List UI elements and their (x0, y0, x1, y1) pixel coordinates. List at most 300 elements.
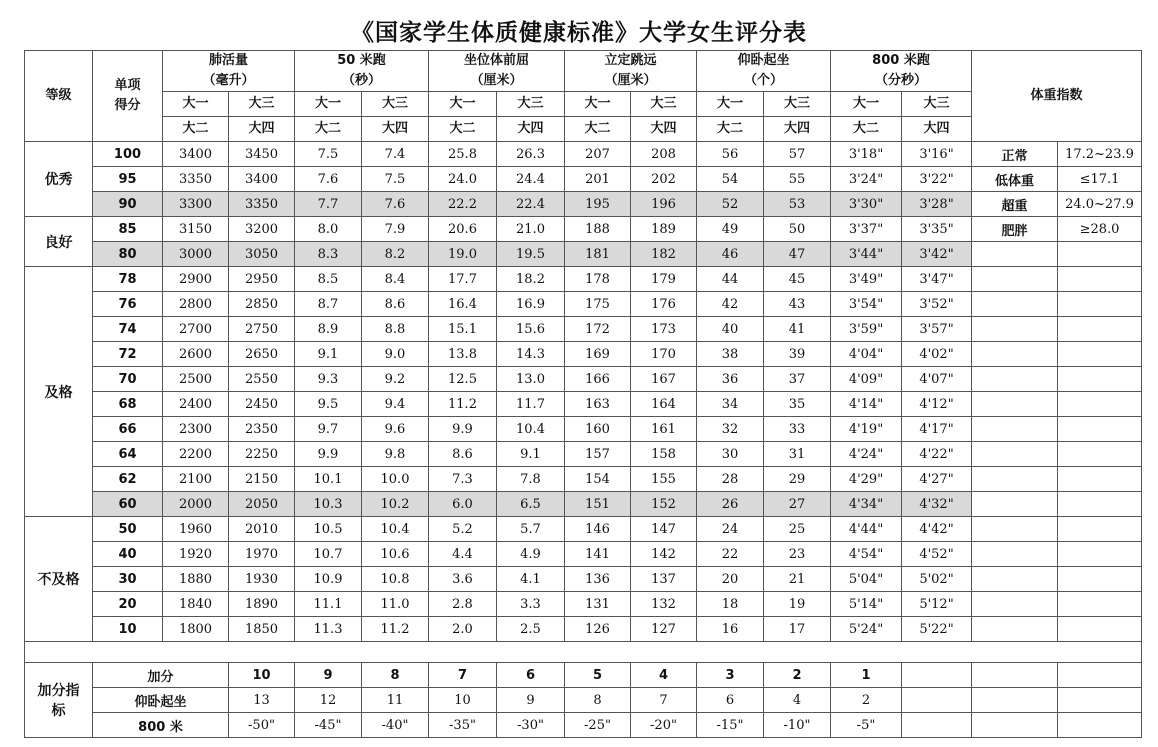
value-cell: 25 (764, 517, 831, 542)
bonus-cell: -45" (295, 713, 362, 738)
bonus-cell: 11 (362, 688, 429, 713)
empty-cell (1058, 342, 1142, 367)
empty-cell (1058, 517, 1142, 542)
value-cell: 43 (764, 292, 831, 317)
value-cell: 8.7 (295, 292, 362, 317)
value-cell: 4'27" (902, 467, 972, 492)
bmi-category: 超重 (972, 192, 1058, 217)
year-header: 大三 (902, 92, 972, 117)
group-title: 50 米跑 (337, 53, 386, 68)
value-cell: 3350 (229, 192, 295, 217)
value-cell: 17 (764, 617, 831, 642)
value-cell: 4'04" (831, 342, 902, 367)
score-cell: 70 (93, 367, 163, 392)
value-cell: 2700 (163, 317, 229, 342)
value-cell: 37 (764, 367, 831, 392)
value-cell: 23 (764, 542, 831, 567)
value-cell: 2550 (229, 367, 295, 392)
value-cell: 189 (631, 217, 697, 242)
value-cell: 9.8 (362, 442, 429, 467)
value-cell: 2500 (163, 367, 229, 392)
score-cell: 90 (93, 192, 163, 217)
empty-cell (972, 617, 1058, 642)
value-cell: 4'34" (831, 492, 902, 517)
value-cell: 3'37" (831, 217, 902, 242)
value-cell: 10.3 (295, 492, 362, 517)
year-header: 大一 (163, 92, 229, 117)
bmi-category: 肥胖 (972, 217, 1058, 242)
value-cell: 1960 (163, 517, 229, 542)
value-cell: 132 (631, 592, 697, 617)
value-cell: 9.4 (362, 392, 429, 417)
value-cell: 28 (697, 467, 764, 492)
value-cell: 196 (631, 192, 697, 217)
bonus-cell: 6 (497, 663, 565, 688)
value-cell: 163 (565, 392, 631, 417)
value-cell: 7.4 (362, 142, 429, 167)
value-cell: 7.7 (295, 192, 362, 217)
value-cell: 2.5 (497, 617, 565, 642)
value-cell: 53 (764, 192, 831, 217)
bonus-cell: -40" (362, 713, 429, 738)
year-header: 大一 (565, 92, 631, 117)
value-cell: 2050 (229, 492, 295, 517)
bonus-cell: 9 (295, 663, 362, 688)
year-header: 大二 (295, 117, 362, 142)
value-cell: 201 (565, 167, 631, 192)
grade-level-cell: 及格 (25, 267, 93, 517)
value-cell: 9.5 (295, 392, 362, 417)
value-cell: 202 (631, 167, 697, 192)
value-cell: 146 (565, 517, 631, 542)
bmi-header: 体重指数 (972, 51, 1142, 142)
value-cell: 45 (764, 267, 831, 292)
value-cell: 3'59" (831, 317, 902, 342)
value-cell: 2750 (229, 317, 295, 342)
value-cell: 170 (631, 342, 697, 367)
value-cell: 9.1 (295, 342, 362, 367)
value-cell: 2150 (229, 467, 295, 492)
table-row (25, 567, 1142, 592)
value-cell: 1930 (229, 567, 295, 592)
value-cell: 11.7 (497, 392, 565, 417)
value-cell: 9.6 (362, 417, 429, 442)
table-row (25, 442, 1142, 467)
value-cell: 25.8 (429, 142, 497, 167)
table-row (25, 517, 1142, 542)
value-cell: 155 (631, 467, 697, 492)
value-cell: 4'42" (902, 517, 972, 542)
empty-cell (972, 492, 1058, 517)
group-title: 坐位体前屈 (463, 53, 529, 68)
value-cell: 11.1 (295, 592, 362, 617)
value-cell: 3'49" (831, 267, 902, 292)
value-cell: 3000 (163, 242, 229, 267)
value-cell: 5'04" (831, 567, 902, 592)
empty-cell (972, 592, 1058, 617)
score-cell: 66 (93, 417, 163, 442)
score-cell: 30 (93, 567, 163, 592)
score-cell: 78 (93, 267, 163, 292)
table-row (25, 167, 1142, 192)
bonus-row (25, 713, 1142, 738)
value-cell: 38 (697, 342, 764, 367)
value-cell: 2300 (163, 417, 229, 442)
value-cell: 22.4 (497, 192, 565, 217)
bonus-cell: -25" (565, 713, 631, 738)
value-cell: 35 (764, 392, 831, 417)
value-cell: 40 (697, 317, 764, 342)
score-header-line1: 单项 (114, 78, 141, 93)
value-cell: 50 (764, 217, 831, 242)
value-cell: 3'47" (902, 267, 972, 292)
value-cell: 10.6 (362, 542, 429, 567)
value-cell: 10.5 (295, 517, 362, 542)
table-row (25, 142, 1142, 167)
value-cell: 7.5 (362, 167, 429, 192)
value-cell: 3'42" (902, 242, 972, 267)
bonus-cell: 1 (831, 663, 902, 688)
value-cell: 166 (565, 367, 631, 392)
year-header: 大一 (429, 92, 497, 117)
value-cell: 20 (697, 567, 764, 592)
empty-cell (902, 713, 972, 738)
value-cell: 26 (697, 492, 764, 517)
value-cell: 182 (631, 242, 697, 267)
value-cell: 141 (565, 542, 631, 567)
value-cell: 7.9 (362, 217, 429, 242)
value-cell: 208 (631, 142, 697, 167)
group-title: 800 米跑 (872, 53, 930, 68)
score-cell: 95 (93, 167, 163, 192)
year-header: 大二 (831, 117, 902, 142)
bonus-cell: 9 (497, 688, 565, 713)
empty-cell (902, 663, 972, 688)
bonus-cell: 10 (429, 688, 497, 713)
year-header: 大二 (565, 117, 631, 142)
score-cell: 80 (93, 242, 163, 267)
value-cell: 2650 (229, 342, 295, 367)
value-cell: 181 (565, 242, 631, 267)
empty-cell (972, 342, 1058, 367)
year-header: 大四 (631, 117, 697, 142)
bonus-cell: 7 (631, 688, 697, 713)
value-cell: 3'18" (831, 142, 902, 167)
year-header: 大三 (229, 92, 295, 117)
spacer-cell (25, 642, 1142, 663)
value-cell: 2400 (163, 392, 229, 417)
value-cell: 160 (565, 417, 631, 442)
value-cell: 4'02" (902, 342, 972, 367)
value-cell: 172 (565, 317, 631, 342)
bonus-cell: -30" (497, 713, 565, 738)
value-cell: 3'30" (831, 192, 902, 217)
value-cell: 8.4 (362, 267, 429, 292)
value-cell: 5.7 (497, 517, 565, 542)
table-row (25, 292, 1142, 317)
value-cell: 11.0 (362, 592, 429, 617)
empty-cell (972, 292, 1058, 317)
group-title: 肺活量 (208, 53, 248, 68)
value-cell: 3'35" (902, 217, 972, 242)
value-cell: 175 (565, 292, 631, 317)
value-cell: 7.8 (497, 467, 565, 492)
value-cell: 9.7 (295, 417, 362, 442)
bmi-range: 17.2~23.9 (1058, 142, 1142, 167)
value-cell: 2.8 (429, 592, 497, 617)
table-row (25, 617, 1142, 642)
empty-cell (972, 242, 1058, 267)
value-cell: 3.6 (429, 567, 497, 592)
value-cell: 47 (764, 242, 831, 267)
value-cell: 6.0 (429, 492, 497, 517)
empty-cell (972, 517, 1058, 542)
value-cell: 36 (697, 367, 764, 392)
group-header-50m (295, 51, 429, 92)
year-header: 大四 (902, 117, 972, 142)
grade-level-cell: 良好 (25, 217, 93, 267)
empty-cell (1058, 688, 1142, 713)
value-cell: 57 (764, 142, 831, 167)
score-table (24, 50, 1142, 738)
bonus-cell: -10" (764, 713, 831, 738)
bonus-cell: -20" (631, 713, 697, 738)
value-cell: 2450 (229, 392, 295, 417)
group-unit: （厘米） (604, 73, 657, 88)
value-cell: 2200 (163, 442, 229, 467)
value-cell: 127 (631, 617, 697, 642)
value-cell: 9.9 (295, 442, 362, 467)
year-header: 大二 (429, 117, 497, 142)
value-cell: 19.0 (429, 242, 497, 267)
value-cell: 147 (631, 517, 697, 542)
value-cell: 55 (764, 167, 831, 192)
group-unit: （个） (743, 73, 783, 88)
value-cell: 3300 (163, 192, 229, 217)
score-cell: 85 (93, 217, 163, 242)
value-cell: 16 (697, 617, 764, 642)
table-row (25, 242, 1142, 267)
value-cell: 21.0 (497, 217, 565, 242)
value-cell: 5'02" (902, 567, 972, 592)
empty-cell (1058, 317, 1142, 342)
score-cell: 100 (93, 142, 163, 167)
value-cell: 9.9 (429, 417, 497, 442)
value-cell: 8.5 (295, 267, 362, 292)
value-cell: 7.3 (429, 467, 497, 492)
table-row (25, 392, 1142, 417)
value-cell: 3'22" (902, 167, 972, 192)
value-cell: 7.6 (362, 192, 429, 217)
value-cell: 27 (764, 492, 831, 517)
bonus-row-label: 加分 (93, 663, 229, 688)
bonus-cell: 2 (831, 688, 902, 713)
empty-cell (1058, 492, 1142, 517)
value-cell: 11.3 (295, 617, 362, 642)
value-cell: 3'52" (902, 292, 972, 317)
bonus-cell: 2 (764, 663, 831, 688)
value-cell: 9.0 (362, 342, 429, 367)
value-cell: 167 (631, 367, 697, 392)
value-cell: 4'12" (902, 392, 972, 417)
value-cell: 30 (697, 442, 764, 467)
year-header: 大四 (497, 117, 565, 142)
empty-cell (1058, 592, 1142, 617)
score-cell: 74 (93, 317, 163, 342)
value-cell: 161 (631, 417, 697, 442)
table-row (25, 417, 1142, 442)
value-cell: 39 (764, 342, 831, 367)
empty-cell (1058, 392, 1142, 417)
value-cell: 4.4 (429, 542, 497, 567)
value-cell: 9.2 (362, 367, 429, 392)
bonus-section-line1: 加分指 (37, 683, 80, 699)
value-cell: 13.8 (429, 342, 497, 367)
empty-cell (972, 567, 1058, 592)
empty-cell (1058, 663, 1142, 688)
score-cell: 40 (93, 542, 163, 567)
year-header: 大三 (362, 92, 429, 117)
value-cell: 4'54" (831, 542, 902, 567)
table-row (25, 267, 1142, 292)
table-row (25, 467, 1142, 492)
value-cell: 154 (565, 467, 631, 492)
value-cell: 56 (697, 142, 764, 167)
score-cell: 60 (93, 492, 163, 517)
value-cell: 179 (631, 267, 697, 292)
bonus-row-label: 800 米 (93, 713, 229, 738)
value-cell: 4.1 (497, 567, 565, 592)
value-cell: 3'44" (831, 242, 902, 267)
bonus-cell: -35" (429, 713, 497, 738)
value-cell: 8.6 (429, 442, 497, 467)
table-row (25, 492, 1142, 517)
table-row (25, 217, 1142, 242)
empty-cell (1058, 242, 1142, 267)
empty-cell (1058, 292, 1142, 317)
bonus-row-label: 仰卧起坐 (93, 688, 229, 713)
value-cell: 14.3 (497, 342, 565, 367)
group-header-situps (697, 51, 831, 92)
empty-cell (1058, 267, 1142, 292)
value-cell: 2850 (229, 292, 295, 317)
table-row (25, 592, 1142, 617)
value-cell: 4'22" (902, 442, 972, 467)
bonus-cell: 12 (295, 688, 362, 713)
value-cell: 2600 (163, 342, 229, 367)
value-cell: 44 (697, 267, 764, 292)
value-cell: 15.6 (497, 317, 565, 342)
value-cell: 11.2 (362, 617, 429, 642)
empty-cell (1058, 367, 1142, 392)
value-cell: 10.0 (362, 467, 429, 492)
grade-level-cell: 不及格 (25, 517, 93, 642)
group-header-vital-capacity (163, 51, 295, 92)
value-cell: 54 (697, 167, 764, 192)
value-cell: 19 (764, 592, 831, 617)
value-cell: 2.0 (429, 617, 497, 642)
value-cell: 4'14" (831, 392, 902, 417)
value-cell: 7.5 (295, 142, 362, 167)
bonus-cell: 7 (429, 663, 497, 688)
empty-cell (972, 392, 1058, 417)
value-cell: 22 (697, 542, 764, 567)
group-unit: （毫升） (202, 73, 255, 88)
empty-cell (1058, 713, 1142, 738)
value-cell: 13.0 (497, 367, 565, 392)
bonus-cell: -15" (697, 713, 764, 738)
year-header: 大四 (764, 117, 831, 142)
empty-cell (972, 467, 1058, 492)
value-cell: 10.1 (295, 467, 362, 492)
year-header: 大一 (295, 92, 362, 117)
value-cell: 24.0 (429, 167, 497, 192)
value-cell: 10.2 (362, 492, 429, 517)
value-cell: 4'17" (902, 417, 972, 442)
value-cell: 158 (631, 442, 697, 467)
empty-cell (1058, 417, 1142, 442)
value-cell: 8.6 (362, 292, 429, 317)
value-cell: 29 (764, 467, 831, 492)
value-cell: 3'57" (902, 317, 972, 342)
value-cell: 26.3 (497, 142, 565, 167)
value-cell: 17.7 (429, 267, 497, 292)
value-cell: 3350 (163, 167, 229, 192)
value-cell: 2900 (163, 267, 229, 292)
score-cell: 68 (93, 392, 163, 417)
value-cell: 49 (697, 217, 764, 242)
group-unit: （分秒） (874, 73, 927, 88)
score-cell: 50 (93, 517, 163, 542)
value-cell: 20.6 (429, 217, 497, 242)
value-cell: 8.2 (362, 242, 429, 267)
value-cell: 2100 (163, 467, 229, 492)
bonus-cell: 3 (697, 663, 764, 688)
bonus-cell: 8 (362, 663, 429, 688)
value-cell: 4'44" (831, 517, 902, 542)
bonus-row (25, 663, 1142, 688)
group-header-long-jump (565, 51, 697, 92)
value-cell: 152 (631, 492, 697, 517)
table-row (25, 317, 1142, 342)
value-cell: 2800 (163, 292, 229, 317)
value-cell: 157 (565, 442, 631, 467)
value-cell: 32 (697, 417, 764, 442)
value-cell: 24 (697, 517, 764, 542)
value-cell: 1840 (163, 592, 229, 617)
value-cell: 4'19" (831, 417, 902, 442)
table-title: 《国家学生体质健康标准》大学女生评分表 (351, 20, 807, 46)
value-cell: 5'14" (831, 592, 902, 617)
value-cell: 4'09" (831, 367, 902, 392)
value-cell: 10.8 (362, 567, 429, 592)
value-cell: 4'07" (902, 367, 972, 392)
value-cell: 15.1 (429, 317, 497, 342)
bmi-range: ≥28.0 (1058, 217, 1142, 242)
value-cell: 3'24" (831, 167, 902, 192)
value-cell: 8.8 (362, 317, 429, 342)
value-cell: 12.5 (429, 367, 497, 392)
group-title: 立定跳远 (604, 53, 657, 68)
table-row (25, 542, 1142, 567)
value-cell: 173 (631, 317, 697, 342)
score-header (93, 51, 163, 142)
value-cell: 142 (631, 542, 697, 567)
bonus-cell: -50" (229, 713, 295, 738)
bmi-category: 正常 (972, 142, 1058, 167)
value-cell: 52 (697, 192, 764, 217)
value-cell: 169 (565, 342, 631, 367)
